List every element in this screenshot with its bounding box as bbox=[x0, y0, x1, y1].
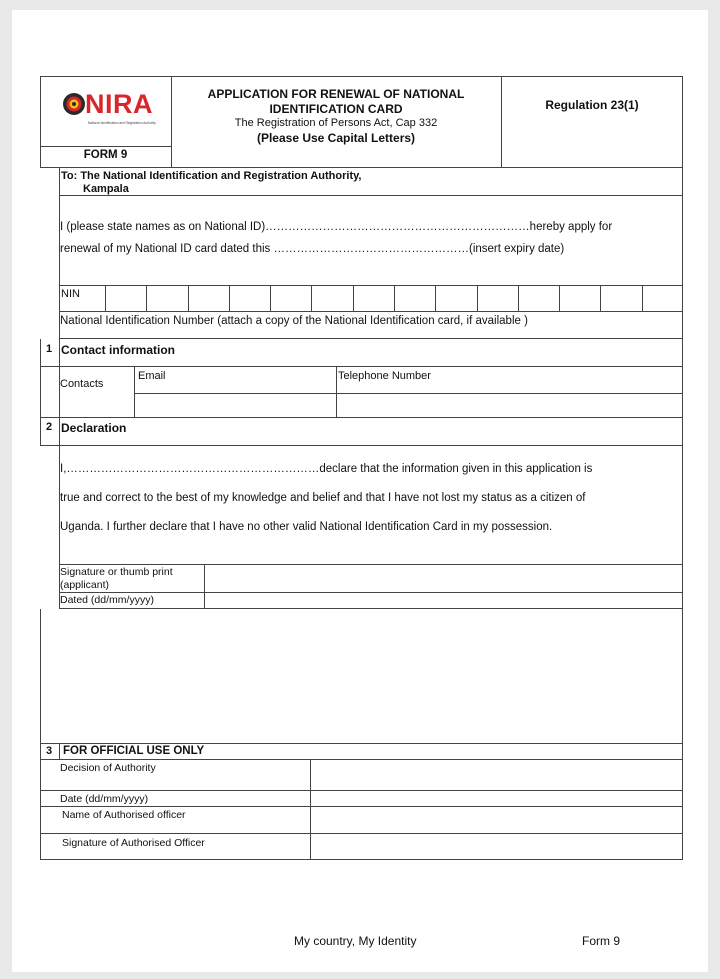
section-number-divider-2 bbox=[59, 418, 60, 446]
nin-digit-box[interactable] bbox=[477, 285, 478, 311]
nin-note: National Identification Number (attach a copy of the National Identification card, if available ) bbox=[60, 315, 528, 327]
telephone-label: Telephone Number bbox=[338, 370, 431, 382]
official-date-label: Date (dd/mm/yyyy) bbox=[60, 793, 149, 805]
to-address-line2: Kampala bbox=[83, 183, 129, 195]
dated-field[interactable] bbox=[205, 593, 682, 608]
nin-row bbox=[59, 285, 683, 339]
telephone-field[interactable] bbox=[337, 394, 682, 417]
nin-digit-box[interactable] bbox=[518, 285, 519, 311]
dated-label: Dated (dd/mm/yyyy) bbox=[60, 594, 154, 606]
nin-digit-box[interactable] bbox=[435, 285, 436, 311]
declaration-line1[interactable]: I,…………………………………………………………declare that the information given in this application is bbox=[60, 463, 593, 475]
decision-field[interactable] bbox=[311, 761, 682, 789]
footer-form-label: Form 9 bbox=[582, 934, 621, 948]
officer-name-field[interactable] bbox=[311, 807, 682, 832]
nin-digit-box[interactable] bbox=[146, 285, 147, 311]
nin-digit-box[interactable] bbox=[642, 285, 643, 311]
section-number-divider-3 bbox=[59, 743, 60, 760]
logo-wordmark: NIRA bbox=[85, 89, 153, 119]
nin-digit-box[interactable] bbox=[311, 285, 312, 311]
signature-label-applicant: (applicant) bbox=[60, 579, 110, 591]
officer-signature-field[interactable] bbox=[311, 834, 682, 859]
nin-digit-box[interactable] bbox=[353, 285, 354, 311]
nin-digit-box[interactable] bbox=[394, 285, 395, 311]
nira-logo bbox=[60, 87, 164, 137]
declaration-heading: Declaration bbox=[61, 421, 127, 435]
regulation-reference: Regulation 23(1) bbox=[545, 98, 639, 112]
declaration-line3: Uganda. I further declare that I have no other valid National Identification Card in my possession. bbox=[60, 521, 553, 533]
contacts-left-divider bbox=[59, 367, 60, 418]
section-3-number: 3 bbox=[46, 745, 53, 757]
declaration-line2: true and correct to the best of my knowledge and belief and that I have not lost my status as a citizen of bbox=[60, 492, 586, 504]
official-date-field[interactable] bbox=[311, 791, 682, 805]
declaration-heading-row bbox=[40, 418, 683, 446]
officer-name-label: Name of Authorised officer bbox=[62, 809, 186, 821]
nin-label: NIN bbox=[61, 288, 80, 300]
form-title-line2: IDENTIFICATION CARD bbox=[269, 102, 403, 116]
section-2-number: 2 bbox=[46, 421, 53, 433]
nin-digit-box[interactable] bbox=[270, 285, 271, 311]
section-1-number: 1 bbox=[46, 343, 53, 355]
form-title-line1: APPLICATION FOR RENEWAL OF NATIONAL bbox=[207, 87, 465, 101]
form-number: FORM 9 bbox=[83, 149, 128, 161]
decision-label: Decision of Authority bbox=[60, 762, 156, 774]
application-line2[interactable]: renewal of my National ID card dated this ……………………………………………(insert expiry date) bbox=[60, 243, 565, 255]
nin-digit-box[interactable] bbox=[229, 285, 230, 311]
blank-space-box bbox=[40, 609, 683, 743]
email-field[interactable] bbox=[135, 394, 335, 417]
officer-signature-label: Signature of Authorised Officer bbox=[62, 837, 205, 849]
logo-tagline: National Identification and Registration Authority bbox=[88, 121, 156, 125]
footer-motto: My country, My Identity bbox=[294, 934, 417, 948]
section-number-divider-1 bbox=[59, 339, 60, 367]
email-label: Email bbox=[138, 370, 166, 382]
capital-letters-instruction: (Please Use Capital Letters) bbox=[256, 131, 416, 145]
nin-digit-box[interactable] bbox=[105, 285, 106, 311]
signature-field[interactable] bbox=[205, 565, 682, 592]
contact-heading: Contact information bbox=[61, 343, 175, 357]
official-heading: FOR OFFICIAL USE ONLY bbox=[63, 745, 205, 757]
nin-digit-box[interactable] bbox=[600, 285, 601, 311]
application-box bbox=[59, 196, 683, 285]
nin-digit-box[interactable] bbox=[559, 285, 560, 311]
nin-digit-box[interactable] bbox=[188, 285, 189, 311]
header-divider-right bbox=[501, 76, 502, 168]
form-number-divider bbox=[40, 146, 171, 147]
application-line1[interactable]: I (please state names as on National ID)……………………………………………………………hereby apply for bbox=[60, 221, 613, 233]
to-address-line1: To: The National Identification and Registration Authority, bbox=[61, 170, 362, 182]
signature-label: Signature or thumb print bbox=[60, 566, 173, 578]
contacts-label: Contacts bbox=[60, 378, 104, 390]
nin-row-divider bbox=[59, 311, 683, 312]
act-reference: The Registration of Persons Act, Cap 332 bbox=[234, 117, 438, 129]
